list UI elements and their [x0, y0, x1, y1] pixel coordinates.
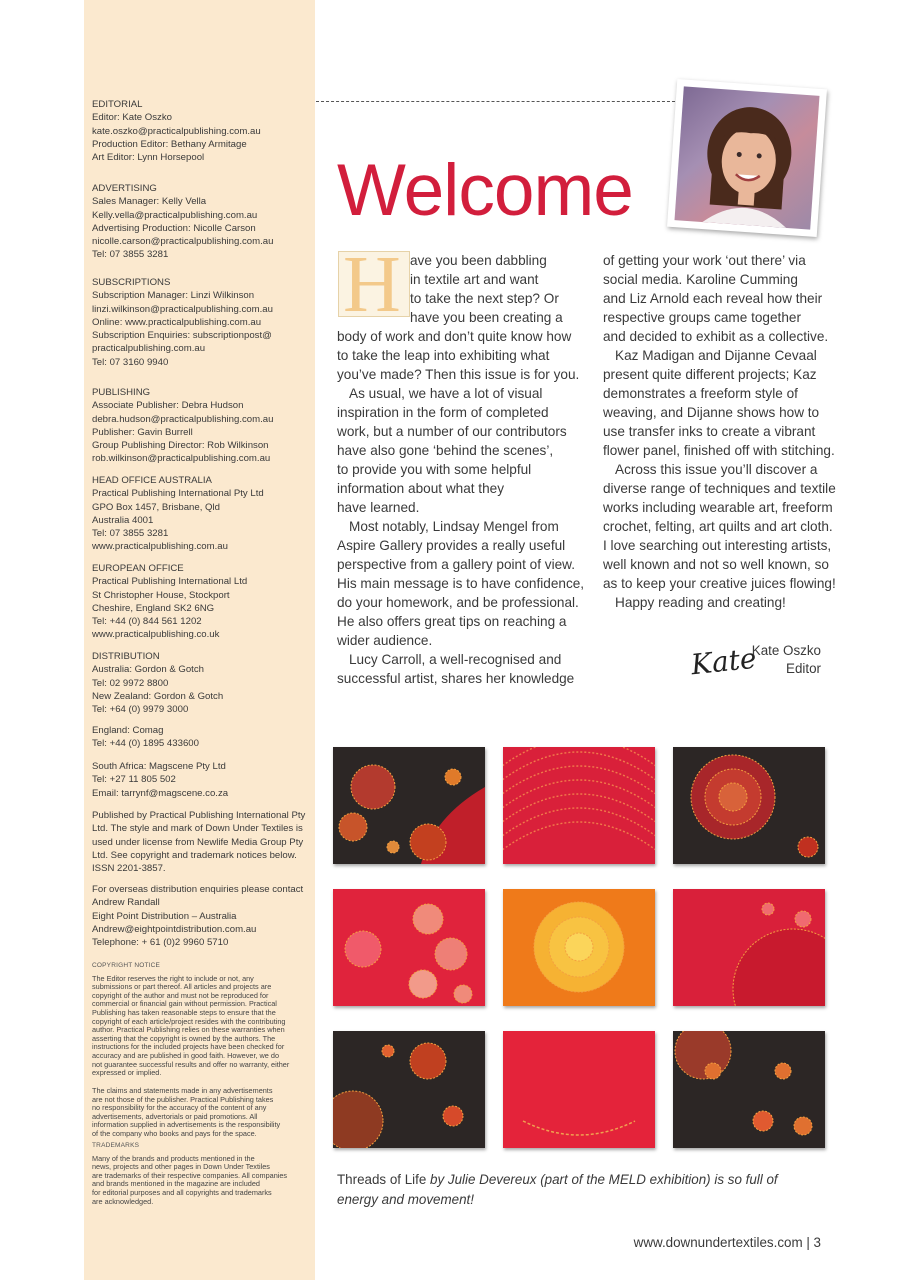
article-line: perspective from a gallery point of view.	[337, 557, 576, 572]
credits-block	[92, 760, 306, 800]
article-line: Aspire Gallery provides a really useful	[337, 538, 566, 553]
article-line: As usual, we have a lot of visual	[349, 386, 543, 401]
credits-line: Production Editor: Bethany Armitage	[92, 138, 247, 150]
credits-line[interactable]: Kelly.vella@practicalpublishing.com.au	[92, 209, 258, 221]
credits-line[interactable]: kate.oszko@practicalpublishing.com.au	[92, 125, 261, 137]
credits-line: Practical Publishing International Pty Ltd	[92, 488, 264, 500]
legal-heading: COPYRIGHT NOTICE	[92, 962, 161, 969]
editor-portrait-illustration	[674, 86, 819, 229]
credits-line: Telephone: + 61 (0)2 9960 5710	[92, 937, 229, 949]
credits-block	[92, 474, 306, 554]
credits-line: Tel: +64 (0) 9979 3000	[92, 704, 189, 716]
caption-text: by Julie Devereux (part of the MELD exhibition) is so full of	[426, 1172, 778, 1187]
article-line: weaving, and Dijanne shows how to	[603, 405, 820, 420]
legal-line: author. Practical Publishing relies on these warranties when	[92, 1025, 285, 1035]
article-line: diverse range of techniques and textile	[603, 481, 836, 496]
page-number: 3	[813, 1235, 821, 1250]
credits-line: Andrew Randall	[92, 897, 160, 909]
article-line: Across this issue you’ll discover a	[615, 462, 818, 477]
legal-notice	[92, 962, 306, 1078]
legal-line: and brands mentioned in the magazine are included	[92, 1179, 260, 1189]
credits-line: Tel: +27 11 805 502	[92, 774, 176, 786]
footer-url[interactable]: www.downundertextiles.com	[633, 1235, 803, 1250]
legal-heading: TRADEMARKS	[92, 1142, 140, 1149]
credits-line[interactable]: Online: www.practicalpublishing.com.au	[92, 316, 262, 328]
credits-line: New Zealand: Gordon & Gotch	[92, 690, 224, 702]
credits-line: ISSN 2201-3857.	[92, 863, 166, 875]
legal-line: are acknowledged.	[92, 1196, 154, 1206]
photo-caption	[337, 1170, 778, 1210]
credits-line: DISTRIBUTION	[92, 651, 160, 662]
credits-line: EDITORIAL	[92, 99, 143, 110]
credits-line: Associate Publisher: Debra Hudson	[92, 400, 244, 412]
credits-block	[92, 724, 306, 751]
credits-line[interactable]: nicolle.carson@practicalpublishing.com.au	[92, 236, 274, 248]
article-line: wider audience.	[337, 633, 433, 648]
credits-line: practicalpublishing.com.au	[92, 343, 206, 355]
credits-line: Sales Manager: Kelly Vella	[92, 196, 207, 208]
artwork-panel	[673, 1031, 825, 1148]
caption-text-2: energy and movement!	[337, 1192, 474, 1207]
page-footer	[634, 1235, 821, 1250]
article-line: to take the leap into exhibiting what	[337, 348, 550, 363]
credits-line: PUBLISHING	[92, 387, 151, 398]
credits-line: EUROPEAN OFFICE	[92, 563, 184, 574]
credits-block	[92, 883, 306, 949]
drop-cap: H	[338, 251, 410, 317]
credits-line: Art Editor: Lynn Horsepool	[92, 152, 205, 164]
article-line: flower panel, finished off with stitching.	[603, 443, 835, 458]
editor-signature: Kate	[689, 641, 758, 682]
editor-photo	[667, 79, 827, 237]
credits-line: Tel: +44 (0) 844 561 1202	[92, 616, 202, 628]
credits-line[interactable]: linzi.wilkinson@practicalpublishing.com.au	[92, 303, 273, 315]
article-line: He also offers great tips on reaching a	[337, 614, 567, 629]
artwork-panel	[333, 1031, 485, 1148]
credits-line: Cheshire, England SK2 6NG	[92, 602, 215, 614]
legal-line: advertisements, advertorials or paid promotions. All	[92, 1111, 258, 1121]
article-line: have you been creating a	[410, 310, 563, 325]
credits-line: GPO Box 1457, Brisbane, Qld	[92, 501, 220, 513]
credits-line: Published by Practical Publishing International Pty	[92, 810, 306, 821]
credits-line[interactable]: www.practicalpublishing.com.au	[92, 541, 228, 553]
credits-line: ADVERTISING	[92, 183, 157, 194]
article-line: as to keep your creative juices flowing!	[603, 576, 836, 591]
credits-line: England: Comag	[92, 725, 164, 736]
footer-separator: |	[802, 1235, 814, 1250]
article-line: well known and not so well known, so	[603, 557, 829, 572]
caption-title: Threads of Life	[337, 1172, 427, 1187]
article-line: you’ve made? Then this issue is for you.	[337, 367, 580, 382]
credits-line[interactable]: Email: tarrynf@magscene.co.za	[92, 787, 229, 799]
dashed-rule	[316, 101, 680, 102]
credits-line: For overseas distribution enquiries please contact	[92, 884, 304, 895]
legal-line: submissions or part thereof. All articles and projects are	[92, 982, 272, 992]
credits-line[interactable]: Andrew@eightpointdistribution.com.au	[92, 923, 257, 935]
credits-line: Tel: +44 (0) 1895 433600	[92, 738, 199, 750]
article-line: works including wearable art, freeform	[603, 500, 833, 515]
article-line: information about what they	[337, 481, 505, 496]
artwork-panel	[503, 747, 655, 864]
credits-line: Tel: 07 3855 3281	[92, 528, 169, 540]
credits-line: Subscription Manager: Linzi Wilkinson	[92, 290, 255, 302]
legal-line: of the company who books and pays for the space.	[92, 1128, 257, 1138]
article-line: social media. Karoline Cumming	[603, 272, 798, 287]
legal-line: The claims and statements made in any advertisements	[92, 1086, 273, 1095]
article-line: to take the next step? Or	[410, 291, 559, 306]
article-column-2	[603, 251, 836, 612]
legal-notice	[92, 1142, 306, 1206]
credits-block	[92, 562, 306, 642]
credits-line: SUBSCRIPTIONS	[92, 277, 171, 288]
article-line: have learned.	[337, 500, 420, 515]
legal-line: commercial or financial gain without permission. Practical	[92, 999, 277, 1009]
article-line: and Liz Arnold each reveal how their	[603, 291, 823, 306]
credits-block	[92, 182, 306, 262]
article-line: Happy reading and creating!	[615, 595, 786, 610]
legal-line: The Editor reserves the right to include or not, any	[92, 973, 254, 983]
artwork-panel	[333, 889, 485, 1006]
credits-line: St Christopher House, Stockport	[92, 589, 230, 601]
credits-line: Publisher: Gavin Burrell	[92, 426, 193, 438]
editor-signoff	[752, 642, 821, 678]
article-line: present quite different projects; Kaz	[603, 367, 817, 382]
article-line: His main message is to have confidence,	[337, 576, 585, 591]
article-line: of getting your work ‘out there’ via	[603, 253, 806, 268]
article-line: in textile art and want	[410, 272, 539, 287]
credits-line[interactable]: debra.hudson@practicalpublishing.com.au	[92, 413, 274, 425]
article-line: work, but a number of our contributors	[337, 424, 567, 439]
article-line: and decided to exhibit as a collective.	[603, 329, 829, 344]
artwork-panel	[503, 889, 655, 1006]
credits-line: Australia: Gordon & Gotch	[92, 664, 204, 676]
article-line: I love searching out interesting artists,	[603, 538, 832, 553]
legal-line: information supplied in advertisements is the responsibility	[92, 1120, 281, 1130]
article-line: demonstrates a freeform style of	[603, 386, 798, 401]
article-line: body of work and don’t quite know how	[337, 329, 572, 344]
article-line: Kaz Madigan and Dijanne Cevaal	[615, 348, 817, 363]
credits-line: Tel: 02 9972 8800	[92, 677, 169, 689]
editor-name: Kate Oszko	[751, 643, 821, 658]
credits-line: Tel: 07 3160 9940	[92, 356, 169, 368]
legal-line: are trademarks of their respective companies. All companies	[92, 1170, 288, 1180]
credits-line: Tel: 07 3855 3281	[92, 249, 169, 261]
credits-line: Editor: Kate Oszko	[92, 112, 172, 124]
article-line: have also gone ‘behind the scenes’,	[337, 443, 554, 458]
article-line: do your homework, and be professional.	[337, 595, 579, 610]
credits-line: Eight Point Distribution – Australia	[92, 910, 237, 922]
legal-notice	[92, 1087, 306, 1139]
legal-line: Publishing has taken reasonable steps to ensure that the	[92, 1007, 276, 1017]
credits-line: South Africa: Magscene Pty Ltd	[92, 761, 226, 772]
credits-line: Practical Publishing International Ltd	[92, 576, 248, 588]
legal-line: expressed or implied.	[92, 1068, 162, 1078]
article-column-1	[337, 251, 584, 688]
legal-line: for editorial purposes and all copyrights and trademarks	[92, 1187, 272, 1197]
credits-block	[92, 98, 306, 164]
legal-line: are not those of the publisher. Practical Publishing takes	[92, 1094, 274, 1104]
article-line: Most notably, Lindsay Mengel from	[349, 519, 559, 534]
article-line: crochet, felting, art quilts and art cloth.	[603, 519, 833, 534]
credits-line: HEAD OFFICE AUSTRALIA	[92, 475, 212, 486]
legal-line: accuracy and are published in good faith. However, we do	[92, 1050, 279, 1060]
artwork-panel	[673, 889, 825, 1006]
legal-line: not guarantee successful results and offer no warranty, either	[92, 1059, 290, 1069]
credits-line[interactable]: rob.wilkinson@practicalpublishing.com.au	[92, 453, 271, 465]
article-line: inspiration in the form of completed	[337, 405, 549, 420]
credits-block	[92, 650, 306, 716]
credits-line: Group Publishing Director: Rob Wilkinson	[92, 440, 269, 452]
credits-line[interactable]: www.practicalpublishing.co.uk	[92, 629, 220, 641]
credits-block	[92, 809, 306, 875]
artwork-panel	[333, 747, 485, 864]
legal-line: news, projects and other pages in Down Under Textiles	[92, 1162, 270, 1172]
article-line: Lucy Carroll, a well-recognised and	[349, 652, 562, 667]
credits-line: Advertising Production: Nicolle Carson	[92, 222, 256, 234]
credits-line: used under license from Newlife Media Group Pty	[92, 836, 304, 848]
legal-line: no responsibility for the accuracy of the content of any	[92, 1103, 267, 1113]
artwork-panel	[673, 747, 825, 864]
page-title: Welcome	[337, 150, 633, 231]
article-line: to provide you with some helpful	[337, 462, 532, 477]
legal-line: asserting that the copyright is owned by the authors. The	[92, 1033, 276, 1043]
legal-line: instructions for the included projects have been checked for	[92, 1042, 285, 1052]
artwork-panel	[503, 1031, 655, 1148]
legal-line: Many of the brands and products mentioned in the	[92, 1153, 255, 1163]
credits-block	[92, 276, 306, 369]
credits-line: Australia 4001	[92, 514, 154, 526]
credits-line[interactable]: Subscription Enquiries: subscriptionpost@	[92, 330, 272, 342]
article-line: ave you been dabbling	[410, 253, 547, 268]
article-line: respective groups came together	[603, 310, 801, 325]
credits-line: Ltd. The style and mark of Down Under Textiles is	[92, 823, 303, 835]
legal-line: copyright of each article/project resides with the contributing	[92, 1016, 286, 1026]
credits-block	[92, 386, 306, 466]
article-line: successful artist, shares her knowledge	[337, 671, 575, 686]
legal-line: copyright of the author and must not be reproduced for	[92, 990, 269, 1000]
credits-line: Ltd. See copyright and trademark notices below.	[92, 849, 297, 861]
editor-role: Editor	[786, 661, 821, 676]
article-line: use transfer inks to create a vibrant	[603, 424, 816, 439]
